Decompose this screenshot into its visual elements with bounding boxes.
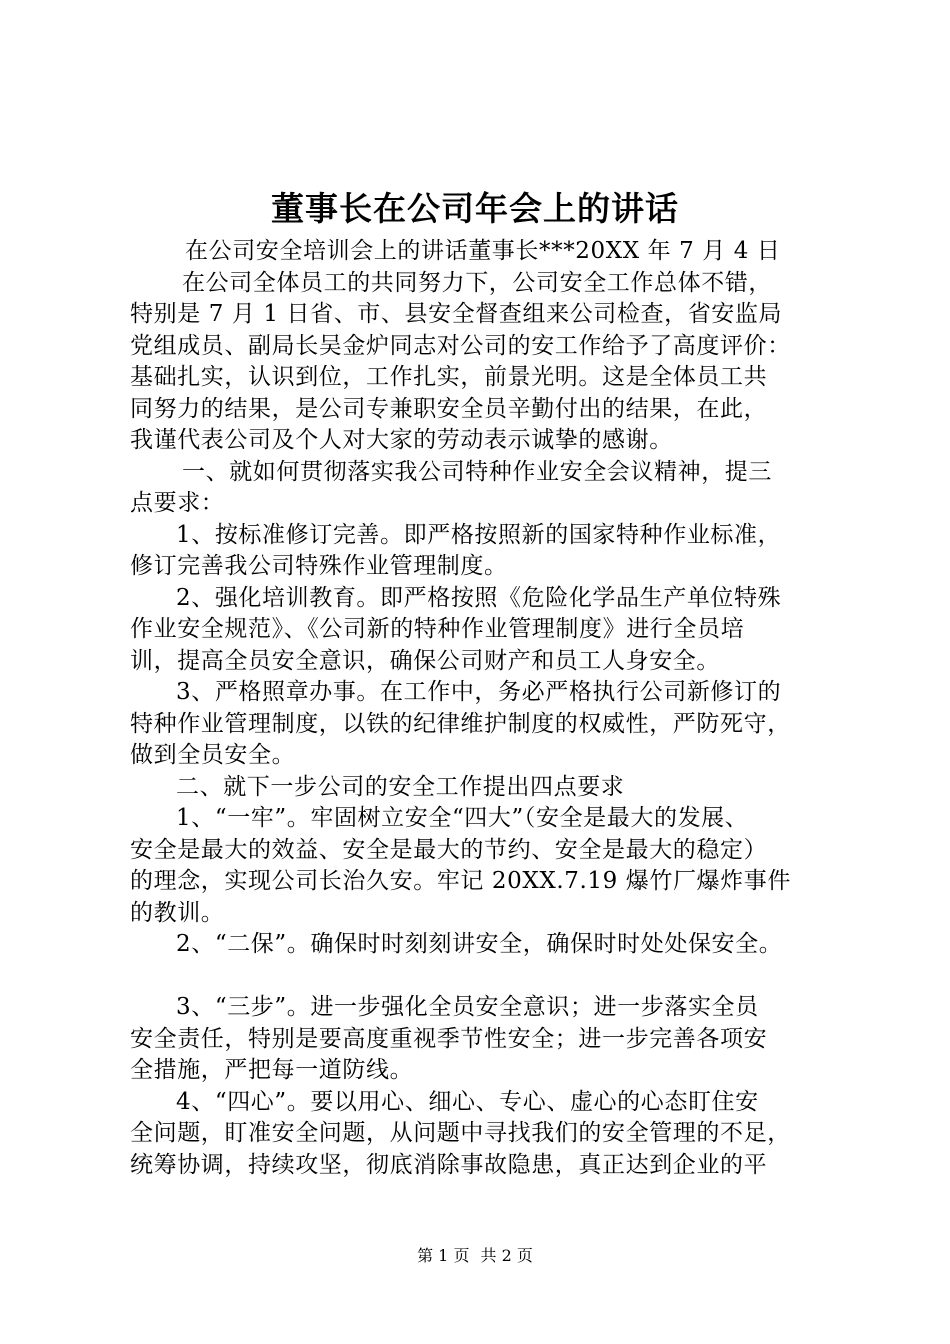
- paragraph-line: 的教训。: [130, 899, 225, 926]
- document-title: 董事长在公司年会上的讲话: [271, 189, 679, 228]
- paragraph-line: 全措施，严把每一道防线。: [130, 1057, 414, 1083]
- paragraph-line: 基础扎实，认识到位，工作扎实，前景光明。这是全体员工共: [130, 364, 768, 390]
- document-body: [130, 236, 830, 1181]
- paragraph-line: 全问题，盯准安全问题，从问题中寻找我们的安全管理的不足，: [130, 1120, 791, 1146]
- list-item-line: 1、“一牢”。牢固树立安全“四大”（安全是最大的发展、: [176, 805, 749, 831]
- section-heading-line: 二、就下一步公司的安全工作提出四点要求: [176, 773, 625, 800]
- paragraph-line: 做到全员安全。: [130, 742, 296, 768]
- list-item-line: 2、“二保”。确保时时刻刻讲安全，确保时时处处保安全。: [176, 931, 783, 957]
- list-item-line: 1、按标准修订完善。即严格按照新的国家特种作业标准，: [176, 521, 782, 548]
- paragraph-line: 安全是最大的效益、安全是最大的节约、安全是最大的稳定）: [130, 836, 768, 863]
- list-item-line: 4、“四心”。要以用心、细心、专心、虚心的心态盯住安: [176, 1088, 759, 1115]
- paragraph-line: 点要求：: [130, 490, 225, 516]
- paragraph-line: 训，提高全员安全意识，确保公司财产和员工人身安全。: [130, 647, 720, 674]
- list-item-line: 3、“三步”。进一步强化全员安全意识；进一步落实全员: [176, 994, 759, 1020]
- list-item-line: 2、强化培训教育。即严格按照《危险化学品生产单位特殊: [176, 584, 782, 611]
- list-item-line: 3、严格照章办事。在工作中，务必严格执行公司新修订的: [176, 679, 782, 705]
- page-number: 第 1 页: [417, 1246, 470, 1265]
- paragraph-line: 党组成员、副局长吴金炉同志对公司的安工作给予了高度评价：: [130, 332, 791, 359]
- paragraph-line: 安全责任，特别是要高度重视季节性安全；进一步完善各项安: [130, 1025, 768, 1052]
- blank-line: [130, 961, 830, 993]
- paragraph-line: 作业安全规范》、《公司新的特种作业管理制度》进行全员培: [130, 616, 745, 642]
- page-total: 共 2 页: [480, 1246, 533, 1265]
- paragraph-line: 修订完善我公司特殊作业管理制度。: [130, 553, 508, 579]
- paragraph-line: 的理念，实现公司长治久安。牢记 20XX.7.19 爆竹厂爆炸事件: [130, 868, 791, 894]
- section-heading-line: 一、就如何贯彻落实我公司特种作业安全会议精神，提三: [182, 458, 772, 485]
- page-footer: [0, 1246, 950, 1266]
- paragraph-line: 特种作业管理制度，以铁的纪律维护制度的权威性，严防死守，: [130, 710, 791, 737]
- subtitle-line: 在公司安全培训会上的讲话董事长***20XX 年 7 月 4 日: [185, 238, 781, 264]
- paragraph-line: 在公司全体员工的共同努力下，公司安全工作总体不错，: [182, 269, 772, 296]
- paragraph-line: 同努力的结果，是公司专兼职安全员辛勤付出的结果，在此，: [130, 395, 768, 422]
- paragraph-line: 我谨代表公司及个人对大家的劳动表示诚挚的感谢。: [130, 427, 673, 453]
- paragraph-line: 统筹协调，持续攻坚，彻底消除事故隐患，真正达到企业的平: [130, 1151, 768, 1178]
- paragraph-line: 特别是 7 月 1 日省、市、县安全督查组来公司检查，省安监局: [130, 301, 783, 327]
